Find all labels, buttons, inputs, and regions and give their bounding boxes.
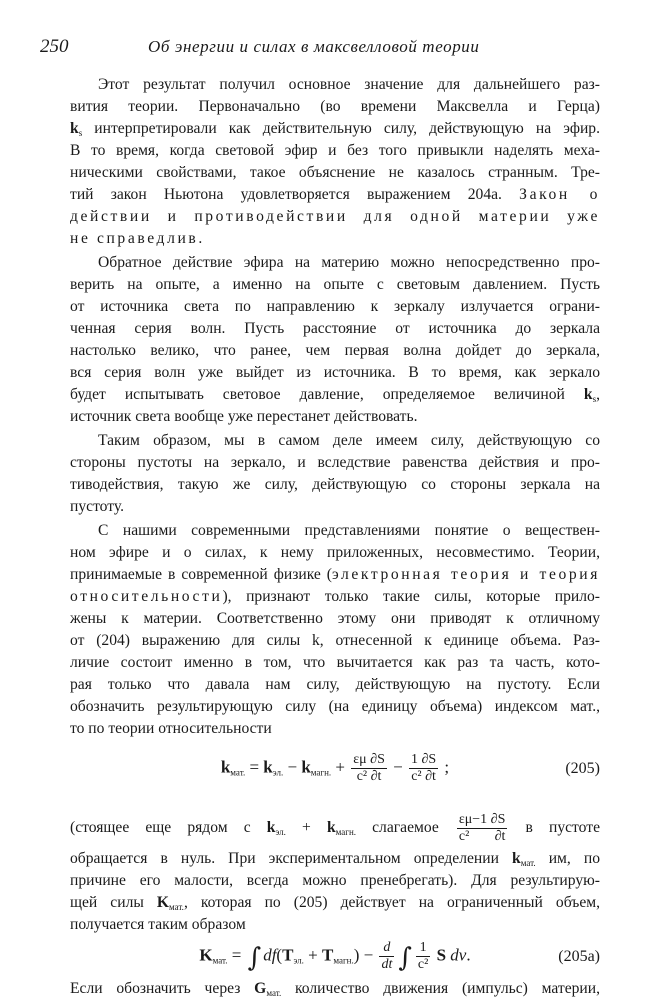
equation-body: $K_{мат.}$ = ∫ $df(T_{эл.} + T_{магн.})$ − $\frac{d}{dt}$ ∫ $\frac{1}{\text{c²}}$ S dv. <box>199 940 471 974</box>
text-line: ченная серия волн. Пусть расстояние от источника до зеркала <box>70 320 600 337</box>
text-line: щей силы $K_{мат.}$, которая по (205) действует на ограниченный объем, <box>70 894 601 912</box>
text-line: Таким образом, мы в самом деле имеем силу, действующую со <box>98 432 600 449</box>
text-line: причине его малости, всегда можно пренебрегать). Для результирую- <box>70 872 600 889</box>
text-line: настолько велико, что ранее, чем первая волна дойдет до зеркала, <box>70 342 600 359</box>
text-line: будет испытывать световое давление, определяемое величиной $k_s$, <box>70 386 600 404</box>
text-line: жены к материи. Соответственно этому они приводят к отличному <box>70 610 600 627</box>
text-line: ническими свойствами, такое объяснение не казалось странным. Тре- <box>70 164 600 181</box>
integral-sign: ∫ <box>398 943 412 974</box>
text-line: относительности), признают только такие силы, которые прило- <box>70 588 600 605</box>
text-line: стороны пустоты на зеркало, и вследствие равенства действия и про- <box>70 454 600 471</box>
fraction: $\frac{\varepsilon\mu-1 \partial S}{\text{c² ∂t}}$ <box>458 811 506 844</box>
text-line: рая только что давала нам силу, действующую на пустоту. Если <box>70 676 600 693</box>
text-line: от источника света по направлению к зеркалу излучается ограни- <box>70 298 600 315</box>
text-line: тий закон Ньютона удовлетворяется выражением 204а. Закон о <box>70 186 601 203</box>
fraction: $\frac{d}{dt}$ <box>381 940 393 972</box>
equation-number: (205) <box>565 760 600 777</box>
text-line: Обратное действие эфира на материю можно непосредственно про- <box>98 254 600 271</box>
text-line: С нашими современными представлениями понятие о веществен- <box>98 522 600 539</box>
text-line: тиводействия, такую же силу, действующую со стороны зеркала на <box>70 476 600 493</box>
text-line: пустоту. <box>70 498 125 515</box>
integral-sign: ∫ <box>247 943 262 974</box>
page-number: 250 <box>40 36 69 57</box>
fraction: $\frac{\varepsilon\mu \partial S}{\text{c² ∂t}}$ <box>353 752 385 784</box>
text-line: личие состоит именно в том, что вычитается как раз та часть, кото- <box>70 654 600 671</box>
text-line: В то время, когда световой эфир и без того привыкли наделять меха- <box>70 142 600 159</box>
page-header <box>40 36 608 60</box>
text-line: Если обозначить через $G_{мат.}$ количество движения (импульс) материи, <box>70 980 601 998</box>
fraction: $\frac{1}{\text{c²}}$ <box>417 940 429 972</box>
text-line: $k_s$ интерпретировали как действительную силу, действующую на эфир. <box>70 120 600 138</box>
equation-body: $k_{мат.} = k_{эл.} - k_{магн.}$ + $\frac{\varepsilon\mu \partial S}{\text{c² ∂t}}$ − $\frac{1 \partial S}{\text{c² ∂t}}$ ; <box>220 752 450 784</box>
text-line: ном эфире и о силах, к нему приложенных, несовместимо. Теории, <box>70 544 600 561</box>
text-line: от (204) выражению для силы k, отнесенной к единице объема. Раз- <box>70 632 600 649</box>
equation-205a <box>70 938 600 978</box>
equation-205 <box>70 748 600 798</box>
symbol-k: k <box>70 120 79 137</box>
text-line: обозначить результирующую силу (на единицу объема) индексом мат., <box>70 698 600 715</box>
text-line: вся серия волн уже выйдет из источника. В то время, как зеркало <box>70 364 600 381</box>
text-line: (стоящее еще рядом с $k_{эл.} + k_{магн.}$ слагаемое $\frac{\varepsilon\mu-1 \partial S}{\text{c² ∂t}}$ в пустоте <box>70 811 600 844</box>
text-line: обращается в нуль. При экспериментальном определении $k_{мат.}$ им, по <box>70 850 600 868</box>
text-line: Этот результат получил основное значение для дальнейшего раз- <box>98 76 600 93</box>
text-line: вития теории. Первоначально (во времени Максвелла и Герца) <box>70 98 600 115</box>
text-line: источник света вообще уже перестанет действовать. <box>70 408 418 425</box>
text-line: не справедлив. <box>70 230 205 247</box>
text-line: получается таким образом <box>70 916 246 933</box>
text-line: то по теории относительности <box>70 720 272 737</box>
equation-number: (205a) <box>558 948 600 965</box>
text-line: верить на опыте, а именно на опыте с световым давлением. Пусть <box>70 276 600 293</box>
text-line: действии и противодействии для одной материи уже <box>70 208 600 225</box>
fraction: $\frac{1 \partial S}{\text{c² ∂t}}$ <box>410 752 437 784</box>
text-line: принимаемые в современной физике (электронная теория и теория <box>70 566 600 583</box>
running-title: Об энергии и силах в максвелловой теории <box>148 37 480 56</box>
